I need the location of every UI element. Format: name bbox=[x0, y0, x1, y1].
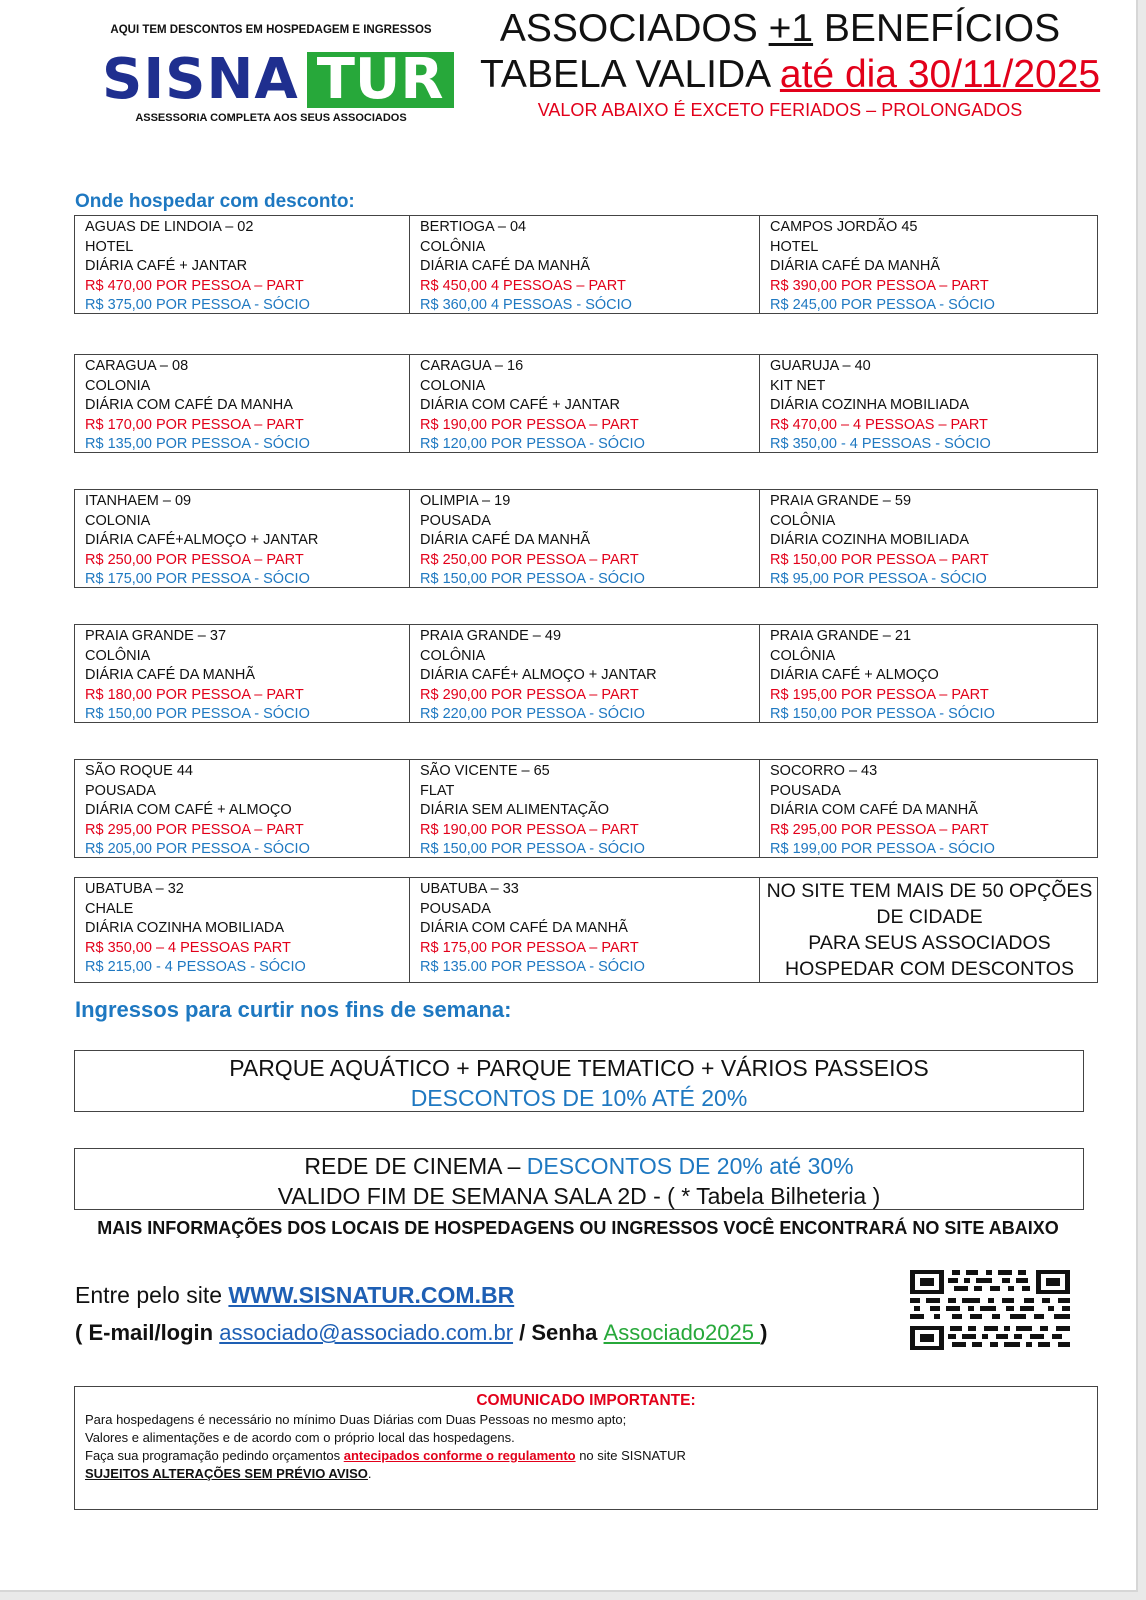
hotel-price-socio: R$ 175,00 POR PESSOA - SÓCIO bbox=[85, 571, 310, 587]
login-password: Associado2025 bbox=[603, 1320, 761, 1345]
more-options-note bbox=[760, 878, 1099, 982]
hotel-price-socio: R$ 150,00 POR PESSOA - SÓCIO bbox=[420, 571, 645, 587]
notice-highlight: antecipados conforme o regulamento bbox=[343, 1448, 576, 1463]
validity-title bbox=[480, 52, 1101, 98]
hotel-type: POUSADA bbox=[420, 900, 491, 917]
hotel-card bbox=[410, 625, 760, 722]
hotel-price-part: R$ 250,00 POR PESSOA – PART bbox=[85, 551, 304, 568]
hotel-card bbox=[760, 216, 1099, 313]
hotel-type: COLÔNIA bbox=[420, 238, 486, 255]
hotel-type: COLONIA bbox=[420, 377, 486, 394]
hotel-row bbox=[74, 624, 1098, 723]
hotel-price-part: R$ 250,00 POR PESSOA – PART bbox=[420, 551, 639, 568]
hotel-price-part: R$ 470,00 POR PESSOA – PART bbox=[85, 277, 304, 294]
hotel-name: SÃO ROQUE 44 bbox=[85, 763, 193, 779]
login-close: ) bbox=[760, 1320, 768, 1345]
hotel-price-socio: R$ 150,00 POR PESSOA - SÓCIO bbox=[420, 841, 645, 857]
more-options-line: HOSPEDAR COM DESCONTOS bbox=[785, 958, 1074, 980]
hotel-meal: DIÁRIA COM CAFÉ DA MANHA bbox=[85, 397, 293, 413]
notice-text: no site SISNATUR bbox=[575, 1448, 686, 1463]
cinema-discount: DESCONTOS DE 20% até 30% bbox=[526, 1153, 854, 1179]
hotel-price-part: R$ 180,00 POR PESSOA – PART bbox=[85, 686, 304, 703]
hotel-name: PRAIA GRANDE – 49 bbox=[420, 628, 562, 644]
hotel-card bbox=[75, 355, 410, 452]
hotel-card bbox=[75, 216, 410, 313]
hotel-price-part: R$ 350,00 – 4 PESSOAS PART bbox=[85, 939, 291, 956]
hotel-name: UBATUBA – 33 bbox=[420, 881, 519, 897]
hotel-meal: DIÁRIA CAFÉ + JANTAR bbox=[85, 258, 248, 274]
hotel-name: CAMPOS JORDÃO 45 bbox=[770, 219, 918, 235]
more-options-line: DE CIDADE bbox=[876, 906, 983, 928]
hotel-card bbox=[410, 760, 760, 857]
notice-line: Para hospedagens é necessário no mínimo Duas Diárias com Duas Pessoas no mesmo apto; bbox=[85, 1412, 627, 1427]
hotel-meal: DIÁRIA CAFÉ+ ALMOÇO + JANTAR bbox=[420, 667, 657, 683]
hotel-meal: DIÁRIA CAFÉ DA MANHÃ bbox=[85, 667, 256, 683]
hotel-name: UBATUBA – 32 bbox=[85, 881, 184, 897]
hotels-section-title: Onde hospedar com desconto: bbox=[75, 191, 355, 212]
hotel-type: FLAT bbox=[420, 782, 455, 799]
hotel-type: HOTEL bbox=[85, 238, 134, 255]
hotel-card bbox=[75, 760, 410, 857]
hotel-price-part: R$ 190,00 POR PESSOA – PART bbox=[420, 821, 639, 838]
site-line bbox=[75, 1282, 514, 1309]
hotel-row bbox=[74, 759, 1098, 858]
hotel-card bbox=[410, 490, 760, 587]
qr-code-icon[interactable] bbox=[906, 1268, 1074, 1352]
hotel-price-part: R$ 390,00 POR PESSOA – PART bbox=[770, 277, 989, 294]
hotel-row bbox=[74, 877, 1098, 983]
hotel-price-part: R$ 295,00 POR PESSOA – PART bbox=[770, 821, 989, 838]
hotel-type: COLÔNIA bbox=[770, 647, 836, 664]
hotel-name: SOCORRO – 43 bbox=[770, 763, 878, 779]
hotel-name: PRAIA GRANDE – 21 bbox=[770, 628, 912, 644]
hotel-meal: DIÁRIA CAFÉ + ALMOÇO bbox=[770, 667, 939, 683]
hotel-price-socio: R$ 245,00 POR PESSOA - SÓCIO bbox=[770, 297, 995, 313]
hotel-card bbox=[410, 878, 760, 982]
parks-line: PARQUE AQUÁTICO + PARQUE TEMATICO + VÁRIOS PASSEIOS bbox=[229, 1055, 929, 1081]
hotel-price-part: R$ 470,00 – 4 PESSOAS – PART bbox=[770, 416, 988, 433]
hotel-card bbox=[760, 490, 1099, 587]
important-notice bbox=[74, 1386, 1098, 1510]
hotel-meal: DIÁRIA COM CAFÉ + ALMOÇO bbox=[85, 802, 292, 818]
hotel-card bbox=[760, 760, 1099, 857]
hotel-card bbox=[75, 878, 410, 982]
logo-tagline-top: AQUI TEM DESCONTOS EM HOSPEDAGEM E INGRESSOS bbox=[110, 24, 432, 36]
hotel-name: PRAIA GRANDE – 37 bbox=[85, 628, 227, 644]
hotel-type: CHALE bbox=[85, 900, 134, 917]
hotel-price-part: R$ 450,00 4 PESSOAS – PART bbox=[420, 277, 626, 294]
logo-tagline-bottom: ASSESSORIA COMPLETA AOS SEUS ASSOCIADOS bbox=[135, 112, 407, 124]
logo-wordmark bbox=[102, 47, 454, 112]
hotel-price-socio: R$ 215,00 - 4 PESSOAS - SÓCIO bbox=[85, 959, 306, 975]
cinema-validity: VALIDO FIM DE SEMANA SALA 2D - ( * Tabela Bilheteria ) bbox=[277, 1183, 881, 1209]
hotel-row bbox=[74, 215, 1098, 314]
hotel-price-socio: R$ 205,00 POR PESSOA - SÓCIO bbox=[85, 841, 310, 857]
hotel-card bbox=[75, 625, 410, 722]
hotel-name: CARAGUA – 16 bbox=[420, 358, 524, 374]
notice-line bbox=[85, 1465, 1087, 1483]
hotel-meal: DIÁRIA SEM ALIMENTAÇÃO bbox=[420, 802, 610, 818]
validity-date: até dia 30/11/2025 bbox=[779, 53, 1101, 96]
hotel-name: CARAGUA – 08 bbox=[85, 358, 189, 374]
header-titles bbox=[480, 6, 1101, 121]
hotel-meal: DIÁRIA CAFÉ DA MANHÃ bbox=[420, 532, 591, 548]
hotel-type: COLÔNIA bbox=[770, 512, 836, 529]
hotel-type: POUSADA bbox=[770, 782, 841, 799]
hotel-row bbox=[74, 354, 1098, 453]
hotel-meal: DIÁRIA COM CAFÉ + JANTAR bbox=[420, 397, 620, 413]
hotel-card bbox=[75, 490, 410, 587]
hotel-type: POUSADA bbox=[420, 512, 491, 529]
hotel-card bbox=[410, 216, 760, 313]
site-prefix: Entre pelo site bbox=[75, 1282, 229, 1308]
more-info-text: MAIS INFORMAÇÕES DOS LOCAIS DE HOSPEDAGENS OU INGRESSOS VOCÊ ENCONTRARÁ NO SITE ABAIXO bbox=[97, 1218, 1059, 1238]
logo-tur: TUR bbox=[307, 52, 454, 108]
hotel-price-socio: R$ 220,00 POR PESSOA - SÓCIO bbox=[420, 706, 645, 722]
hotel-price-socio: R$ 95,00 POR PESSOA - SÓCIO bbox=[770, 571, 987, 587]
hotel-name: ITANHAEM – 09 bbox=[85, 493, 192, 509]
hotel-price-socio: R$ 150,00 POR PESSOA - SÓCIO bbox=[85, 706, 310, 722]
hotel-price-part: R$ 175,00 POR PESSOA – PART bbox=[420, 939, 639, 956]
hotel-price-socio: R$ 120,00 POR PESSOA - SÓCIO bbox=[420, 436, 645, 452]
hotel-price-part: R$ 195,00 POR PESSOA – PART bbox=[770, 686, 989, 703]
hotel-type: COLONIA bbox=[85, 512, 151, 529]
hotel-meal: DIÁRIA CAFÉ DA MANHÃ bbox=[770, 258, 941, 274]
more-options-line: NO SITE TEM MAIS DE 50 OPÇÕES bbox=[766, 880, 1093, 902]
hotel-card bbox=[410, 355, 760, 452]
hotel-row bbox=[74, 489, 1098, 588]
hotel-price-socio: R$ 360,00 4 PESSOAS - SÓCIO bbox=[420, 297, 632, 313]
parks-discount: DESCONTOS DE 10% ATÉ 20% bbox=[410, 1085, 748, 1111]
hotel-meal: DIÁRIA COM CAFÉ DA MANHÃ bbox=[770, 802, 978, 818]
login-open: ( E-mail/login bbox=[75, 1320, 220, 1345]
parks-box bbox=[74, 1050, 1084, 1112]
hotel-price-part: R$ 150,00 POR PESSOA – PART bbox=[770, 551, 989, 568]
hotel-name: SÃO VICENTE – 65 bbox=[420, 763, 550, 779]
hotel-meal: DIÁRIA COZINHA MOBILIADA bbox=[770, 532, 970, 548]
hotel-price-socio: R$ 135.00 POR PESSOA - SÓCIO bbox=[420, 959, 645, 975]
hotel-name: BERTIOGA – 04 bbox=[420, 219, 527, 235]
cinema-line bbox=[75, 1151, 1083, 1181]
title-beneficios: BENEFÍCIOS bbox=[823, 7, 1061, 50]
site-link[interactable]: WWW.SISNATUR.COM.BR bbox=[228, 1282, 515, 1308]
hotel-meal: DIÁRIA COM CAFÉ DA MANHÃ bbox=[420, 920, 628, 936]
notice-title: COMUNICADO IMPORTANTE: bbox=[476, 1392, 696, 1409]
hotel-price-part: R$ 295,00 POR PESSOA – PART bbox=[85, 821, 304, 838]
hotel-card bbox=[760, 625, 1099, 722]
hotel-price-part: R$ 190,00 POR PESSOA – PART bbox=[420, 416, 639, 433]
hotel-type: POUSADA bbox=[85, 782, 156, 799]
hotel-type: KIT NET bbox=[770, 377, 826, 394]
hotel-meal: DIÁRIA CAFÉ DA MANHÃ bbox=[420, 258, 591, 274]
tickets-section-title: Ingressos para curtir nos fins de semana: bbox=[75, 997, 512, 1022]
cinema-box bbox=[74, 1148, 1084, 1210]
cinema-prefix: REDE DE CINEMA – bbox=[304, 1153, 527, 1179]
hotel-price-socio: R$ 199,00 POR PESSOA - SÓCIO bbox=[770, 841, 995, 857]
hotel-type: COLONIA bbox=[85, 377, 151, 394]
hotel-meal: DIÁRIA COZINHA MOBILIADA bbox=[85, 920, 285, 936]
hotel-price-socio: R$ 350,00 - 4 PESSOAS - SÓCIO bbox=[770, 436, 991, 452]
hotel-meal: DIÁRIA CAFÉ+ALMOÇO + JANTAR bbox=[85, 532, 319, 548]
login-mid: / Senha bbox=[513, 1320, 604, 1345]
page-title bbox=[480, 6, 1080, 52]
hotel-price-socio: R$ 135,00 POR PESSOA - SÓCIO bbox=[85, 436, 310, 452]
hotel-price-part: R$ 290,00 POR PESSOA – PART bbox=[420, 686, 639, 703]
hotel-type: HOTEL bbox=[770, 238, 819, 255]
notice-warning: SUJEITOS ALTERAÇÕES SEM PRÉVIO AVISO bbox=[85, 1466, 368, 1481]
notice-line bbox=[85, 1447, 1087, 1465]
login-email-link[interactable]: associado@associado.com.br bbox=[219, 1320, 514, 1345]
hotel-type: COLÔNIA bbox=[420, 647, 486, 664]
hotel-name: OLIMPIA – 19 bbox=[420, 493, 511, 509]
title-associados: ASSOCIADOS bbox=[499, 7, 758, 50]
login-line bbox=[75, 1320, 767, 1346]
validity-prefix: TABELA VALIDA bbox=[480, 53, 770, 96]
hotel-name: PRAIA GRANDE – 59 bbox=[770, 493, 912, 509]
title-plus-one: +1 bbox=[768, 7, 814, 50]
hotel-price-part: R$ 170,00 POR PESSOA – PART bbox=[85, 416, 304, 433]
hotel-type: COLÔNIA bbox=[85, 647, 151, 664]
holiday-note: VALOR ABAIXO É EXCETO FERIADOS – PROLONGADOS bbox=[537, 100, 1023, 120]
hotel-meal: DIÁRIA COZINHA MOBILIADA bbox=[770, 397, 970, 413]
more-options-line: PARA SEUS ASSOCIADOS bbox=[808, 932, 1051, 954]
logo-sisna: SISNA bbox=[102, 47, 299, 112]
notice-line: Valores e alimentações e de acordo com o próprio local das hospedagens. bbox=[85, 1430, 515, 1445]
sisnatur-logo bbox=[96, 18, 446, 128]
notice-text: Faça sua programação pedindo orçamentos bbox=[85, 1448, 344, 1463]
hotel-price-socio: R$ 150,00 POR PESSOA - SÓCIO bbox=[770, 706, 995, 722]
notice-text: . bbox=[367, 1466, 372, 1481]
hotel-name: GUARUJA – 40 bbox=[770, 358, 871, 374]
hotel-card bbox=[760, 355, 1099, 452]
hotel-price-socio: R$ 375,00 POR PESSOA - SÓCIO bbox=[85, 297, 310, 313]
hotel-name: AGUAS DE LINDOIA – 02 bbox=[85, 219, 254, 235]
